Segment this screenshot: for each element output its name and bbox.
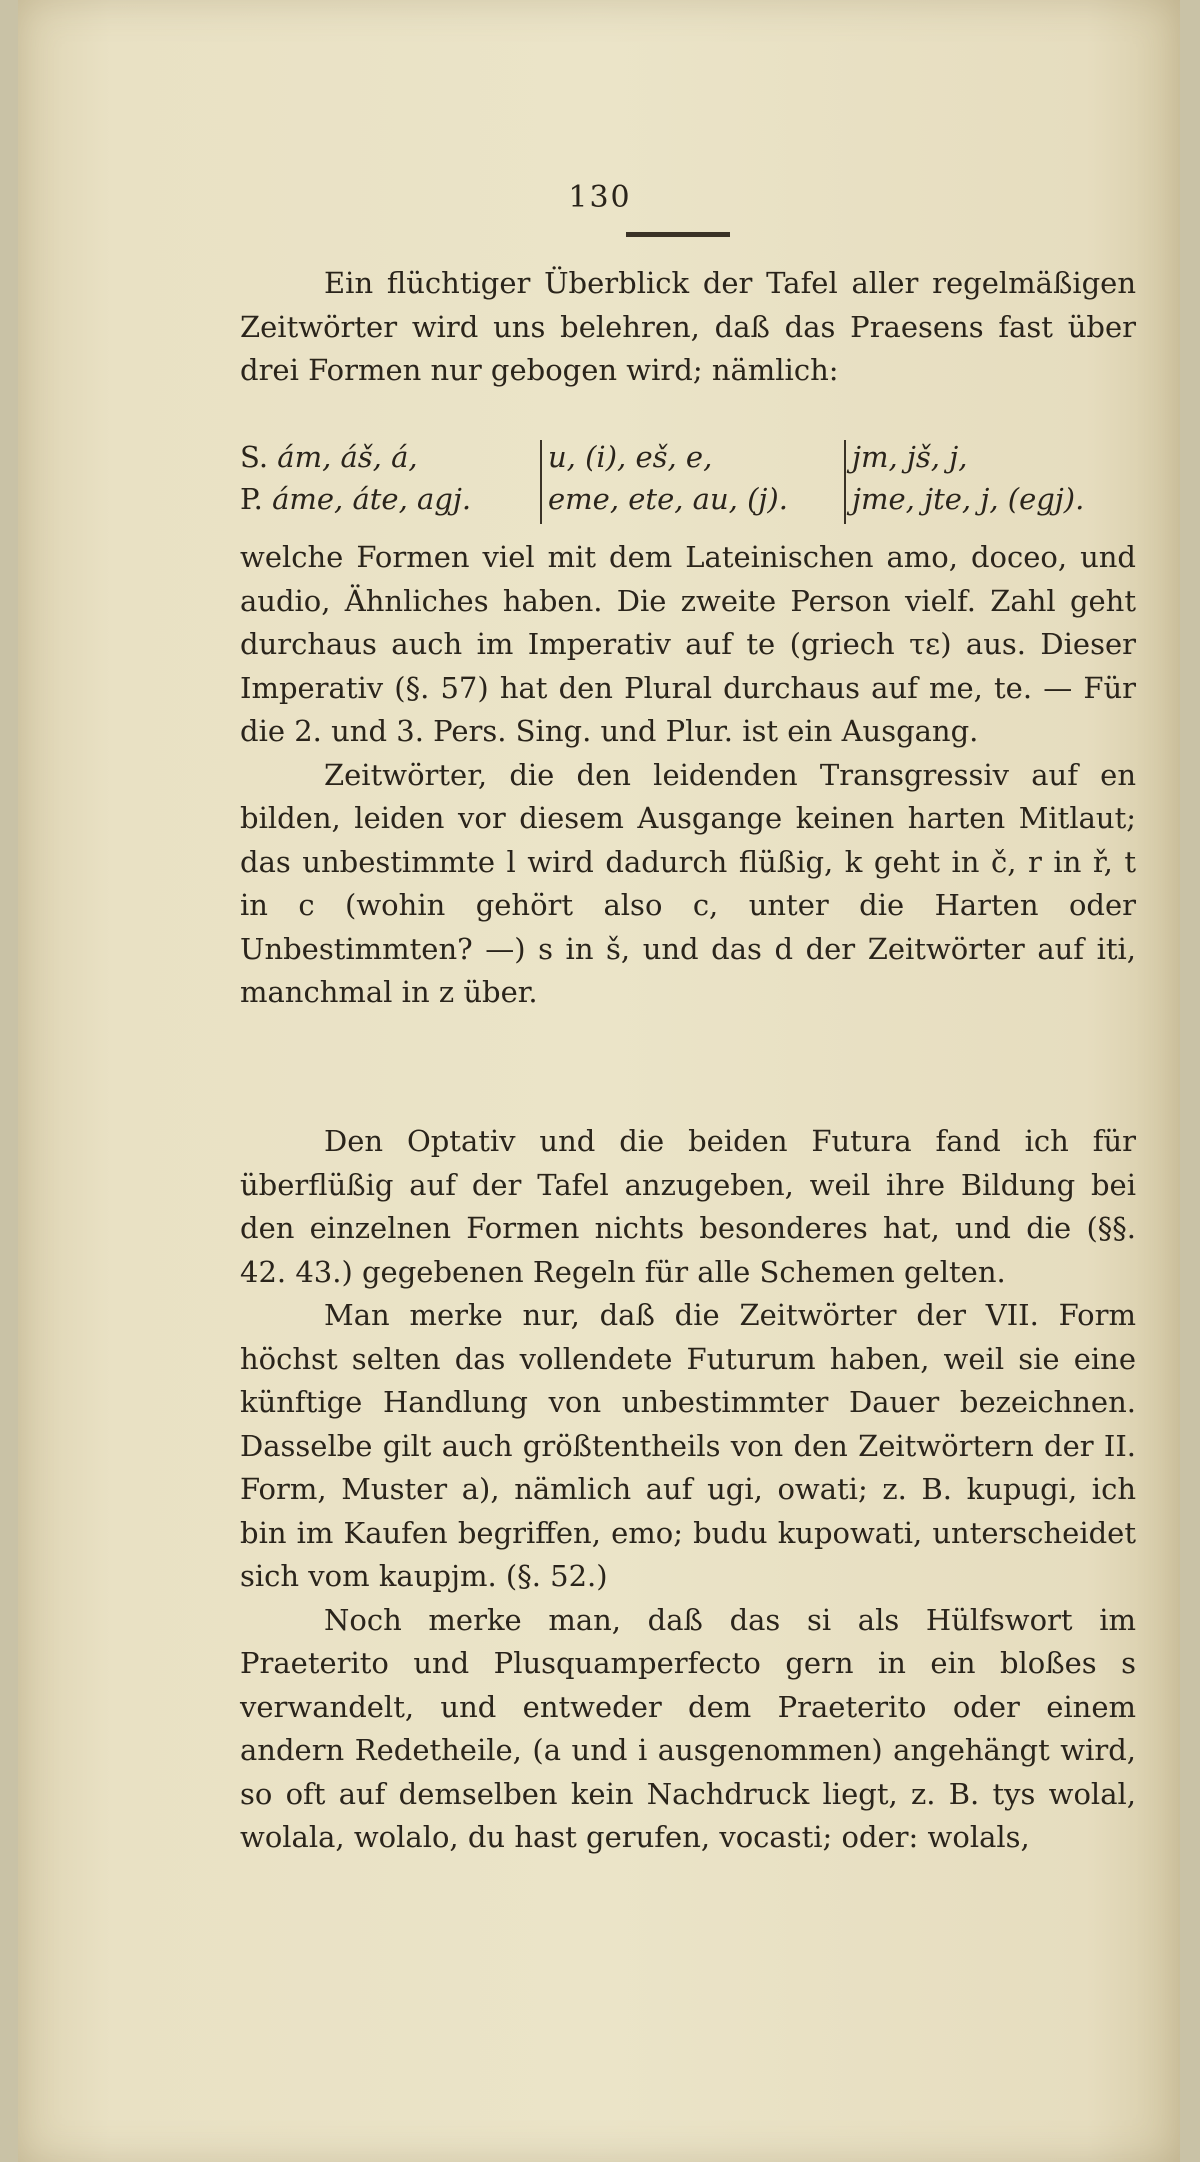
table-column-1 bbox=[240, 436, 471, 520]
page-number: 130 bbox=[568, 180, 632, 215]
table-column-3 bbox=[852, 436, 1084, 520]
paragraph-intro bbox=[240, 262, 1136, 393]
table-column-2 bbox=[548, 436, 788, 520]
paragraph-6: Noch merke man, daß das si als Hülfswort im Praeterito und Plusquamperfecto gern in ein bloßes s verwandelt, und entweder dem Praeterito oder einem andern Redetheile, (a und i ausgenommen) angehängt wird, so oft auf demselben kein Nachdruck liegt, z. B. tys wolal, wolala, wolalo, du hast gerufen, vocasti; oder: wolals, bbox=[240, 1602, 1136, 1854]
col3-singular: jm, jš, j, bbox=[852, 440, 968, 474]
main-text bbox=[240, 536, 1136, 1015]
table-row-singular bbox=[240, 436, 471, 478]
col1-plural: áme, áte, agj. bbox=[272, 482, 472, 516]
col1-singular: ám, áš, á, bbox=[277, 440, 418, 474]
table-divider bbox=[844, 440, 846, 524]
plural-label: P. bbox=[240, 482, 263, 516]
paragraph-3: Zeitwörter, die den leidenden Transgressiv auf en bilden, leiden vor diesem Ausgange keinen harten Mitlaut; das unbestimmte l wird dadurch flüßig, k geht in č, r in ř, t in c (wohin gehört also c, unter die Harten oder Unbestimmten? —) s in š, und das d der Zeitwörter auf iti, manchmal in z über. bbox=[240, 757, 1136, 1009]
col2-plural: eme, ete, au, (j). bbox=[548, 482, 788, 516]
paragraph-1: Ein flüchtiger Überblick der Tafel aller regelmäßigen Zeitwörter wird uns belehren, daß das Praesens fast über drei Formen nur gebogen wird; nämlich: bbox=[240, 266, 1136, 387]
table-row-plural bbox=[240, 478, 471, 520]
paragraph-5: Man merke nur, daß die Zeitwörter der VII. Form höchst selten das vollendete Futurum haben, weil sie eine künftige Handlung von unbestimmter Dauer bezeichnen. Dasselbe gilt auch größtentheils von den Zeitwörtern der II. Form, Muster a), nämlich auf ugi, owati; z. B. kupugi, ich bin im Kaufen begriffen, emo; budu kupowati, unterscheidet sich vom kaupjm. (§. 52.) bbox=[240, 1298, 1136, 1593]
col3-plural: jme, jte, j, (egj). bbox=[852, 482, 1085, 516]
col2-singular: u, (i), eš, e, bbox=[548, 440, 713, 474]
table-divider bbox=[540, 440, 542, 524]
lower-text bbox=[240, 1120, 1136, 1860]
singular-label: S. bbox=[240, 440, 269, 474]
header-rule bbox=[626, 232, 730, 237]
paragraph-4: Den Optativ und die beiden Futura fand ich für überflüßig auf der Tafel anzugeben, weil ihre Bildung bei den einzelnen Formen nichts besonderes hat, und die (§§. 42. 43.) gegebenen Regeln für alle Schemen gelten. bbox=[240, 1124, 1136, 1289]
paragraph-2: welche Formen viel mit dem Lateinischen amo, doceo, und audio, Ähnliches haben. Die zweite Person vielf. Zahl geht durchaus auch im Imperativ auf te (griech τε) aus. Dieser Imperativ (§. 57) hat den Plural durchaus auf me, te. — Für die 2. und 3. Pers. Sing. und Plur. ist ein Ausgang. bbox=[240, 540, 1136, 748]
